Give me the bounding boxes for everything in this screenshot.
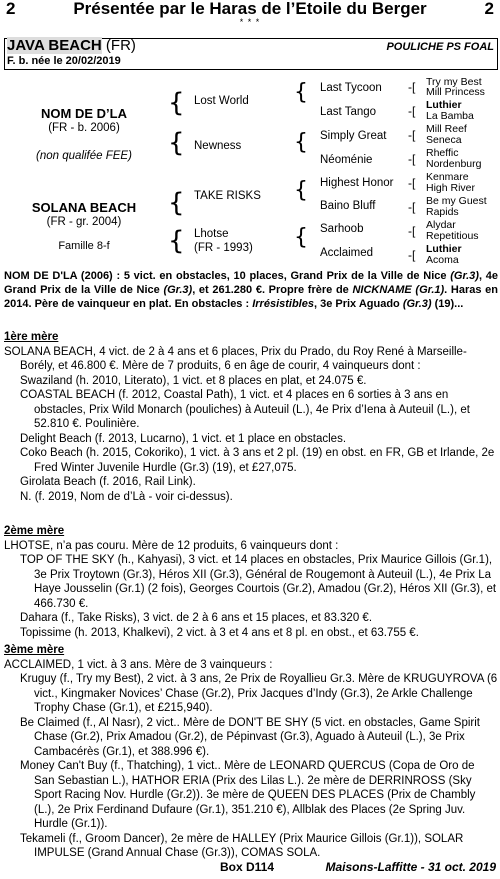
pedigree-g4: Acoma [426,254,459,266]
section-heading: 1ère mère [4,331,59,343]
pedigree-g4: Try my Best [426,76,482,88]
list-item: SOLANA BEACH, 4 vict. de 2 à 4 ans et 6 places, Prix du Prado, du Roy René à Marseille-Borély, et 46.800 €. Mère de 7 produits, 6 en âge de courir, 4 vainqueurs dont : [4,345,467,372]
pedigree-g4: Repetitious [426,230,479,242]
sire-info: (FR - b. 2006) [48,122,120,134]
pedigree-table [0,70,500,270]
list-item: N. (f. 2019, Nom de d’Là - voir ci-dessus). [20,490,233,503]
horse-country: (FR) [105,37,136,54]
pedigree-g4: Nordenburg [426,158,482,170]
pedigree-g3: Simply Great [320,130,387,142]
horse-birth: F. b. née le 20/02/2019 [7,55,121,67]
bracket-icon: -[ [408,224,416,238]
horse-name-line [7,37,136,54]
list-item: Delight Beach (f. 2013, Lucarno), 1 vict. et 1 place en obstacles. [20,432,347,445]
list-item: Girolata Beach (f. 2016, Rail Link). [20,476,196,488]
bracket-icon: { [294,178,308,203]
pedigree-g3: Sarhoob [320,223,364,235]
bracket-icon: -[ [408,248,416,262]
bracket-icon: { [168,226,185,256]
first-dam-section [4,330,498,504]
bracket-icon: { [294,225,308,250]
bracket-icon: { [168,88,185,118]
list-item: TOP OF THE SKY (h., Kahyasi), 3 vict. et 14 places en obstacles, Prix Maurice Gillois (Gr.1), 3e Prix Troytown (Gr.3), Héros XII (Gr.3), Général de Rougemont à Auteuil (L.), 4e Prix La Haye Jousselin (Gr.1) (2 fois), Georges Courtois (Gr.2), Amadou (Gr.2), Héros XII (Gr.3), et 466.730 €. [20,554,497,610]
bracket-icon: { [294,130,308,155]
list-item: LHOTSE, n’a pas couru. Mère de 12 produits, 6 vainqueurs dont : [4,539,339,552]
horse-name: JAVA BEACH [7,37,102,54]
pedigree-g4: Be my Guest [426,195,487,207]
list-item: Tekameli (f., Groom Dancer), 2e mère de HALLEY (Prix Maurice Gillois (Gr.1)), SOLAR IMPULSE (Grand Annual Chase (Gr.3)), COMAS SOLA. [20,832,464,859]
section-heading: 2ème mère [4,525,65,537]
list-item: Dahara (f., Take Risks), 3 vict. de 2 à 6 ans et 15 places, et 83.320 €. [20,612,373,624]
bracket-icon: { [294,80,308,105]
bracket-icon: -[ [408,80,416,94]
pedigree-g4: Luthier [426,99,462,111]
pedigree-g4: Rheffic [426,147,459,159]
pedigree-g2-note: (FR - 1993) [194,242,253,254]
pedigree-g4: Seneca [426,134,462,146]
list-item: Kruguy (f., Try my Best), 2 vict. à 3 ans, 2e Prix de Royallieu Gr.3. Mère de KRUGUYROVA (6 vict., Kingmaker Novices’ Chase (Gr.2), Prix Jacques d’Indy (Gr.3), 2e Arkle Challenge Trophy Chase (Gr.1), et £215,940). [20,673,498,714]
sire-name: NOM DE D’LA [41,106,127,121]
second-dam-section [4,524,498,640]
bracket-icon: -[ [408,104,416,118]
list-item: Swaziland (h. 2010, Literato), 1 vict. et 8 places en plat, et 24.075 €. [20,374,367,387]
list-item: Be Claimed (f., Al Nasr), 2 vict.. Mère de DON'T BE SHY (5 vict. en obstacles, Game Spirit Chase (Gr.2), Prix Amadou (Gr.2), de Pépinvast (Gr.3), Aguado à Auteuil (L.), 3e Prix Cambacérès (Gr.1), et 388.996 €). [20,716,481,758]
section-heading: 3ème mère [4,644,65,656]
bracket-icon: -[ [408,200,416,214]
list-item: Coko Beach (h. 2015, Cokoriko), 1 vict. à 3 ans et 2 pl. (19) en obst. en FR, GB et Irlande, 2e Fred Winter Juvenile Hurdle (Gr.3) (19), et £27,075. [20,447,495,474]
lot-number-right: 2 [484,0,494,18]
sire-note: (non qualifée FEE) [36,150,132,162]
pedigree-g3: Last Tycoon [320,82,382,94]
pedigree-g4: Mill Reef [426,123,467,135]
pedigree-g4: Kenmare [426,171,469,183]
page-title: Présentée par le Haras de l’Etoile du Berger [73,0,427,18]
pedigree-g2: Newness [194,140,242,152]
pedigree-g3: Last Tango [320,106,377,118]
bracket-icon: { [168,188,185,218]
pedigree-g3: Acclaimed [320,247,374,259]
bracket-icon: -[ [408,152,416,166]
horse-id-box [4,38,498,70]
bracket-icon: { [168,128,185,158]
third-dam-section [4,643,498,861]
pedigree-g4: High River [426,182,476,194]
pedigree-g2: Lhotse [194,228,229,240]
bracket-icon: -[ [408,176,416,190]
pedigree-g4: Rapids [426,206,459,218]
list-item: COASTAL BEACH (f. 2012, Coastal Path), 1 vict. et 4 places en 6 sorties à 3 ans en obstacles, Prix Wild Monarch (pouliches) à Auteuil (L.), 4e Prix d’Iena à Auteuil (L.), et 52.810 €. Poulinière. [20,389,470,430]
dam-family: Famille 8-f [58,240,110,252]
dam-name: SOLANA BEACH [31,200,137,215]
pedigree-g2: TAKE RISKS [194,190,261,202]
separator-stars: * * * [239,17,261,27]
dam-info: (FR - gr. 2004) [46,216,122,228]
lot-number-left: 2 [6,0,16,18]
page-footer [0,860,500,878]
pedigree-g4: Luthier [426,243,462,255]
pedigree-g3: Baino Bluff [320,200,376,212]
pedigree-g4: Mill Princess [426,86,485,98]
pedigree-g3: Néoménie [320,154,373,166]
horse-sex: POULICHE PS FOAL [386,41,494,53]
bracket-icon: -[ [408,128,416,142]
pedigree-g3: Highest Honor [320,177,394,189]
pedigree-g2: Lost World [194,95,249,107]
list-item: ACCLAIMED, 1 vict. à 3 ans. Mère de 3 vainqueurs : [4,658,273,671]
list-item: Money Can't Buy (f., Thatching), 1 vict.. Mère de LEONARD QUERCUS (Copa de Oro de San Sebastian L.), HATHOR ERIA (Prix des Lilas L.). 2e mère de DERRINROSS (Sky Sport Racing Nov. Hurdle (Gr.2)). 3e mère de QUEEN DES PLACES (Prix de Chambly (L.), 2e Prix Ferdinand Dufaure (Gr.1), 351.210 €), Allblak des Places (2e Spring Juv. Hurdle (Gr.1)). [20,760,476,830]
pedigree-g4: La Bamba [426,110,474,122]
box-number: Box D114 [220,860,275,874]
list-item: Topissime (h. 2013, Khalkevi), 2 vict. à 3 et 4 ans et 8 pl. en obst., et 63.755 €. [20,626,419,639]
pedigree-g4: Alydar [426,219,456,231]
sale-place-date: Maisons-Laffitte - 31 oct. 2019 [325,860,496,874]
sire-paragraph: NOM DE D'LA (2006) : 5 vict. en obstacles, 10 places, Grand Prix de la Ville de Nice (Gr.3), 4e Grand Prix de la Ville de Nice (Gr.3), et 261.280 €. Propre frère de NICKNAME (Gr.1). Haras en 2014. Père de vainqueur en plat. En obstacles : Irrésistibles, 3e Prix Aguado (Gr.3) (19)... [4,270,498,310]
